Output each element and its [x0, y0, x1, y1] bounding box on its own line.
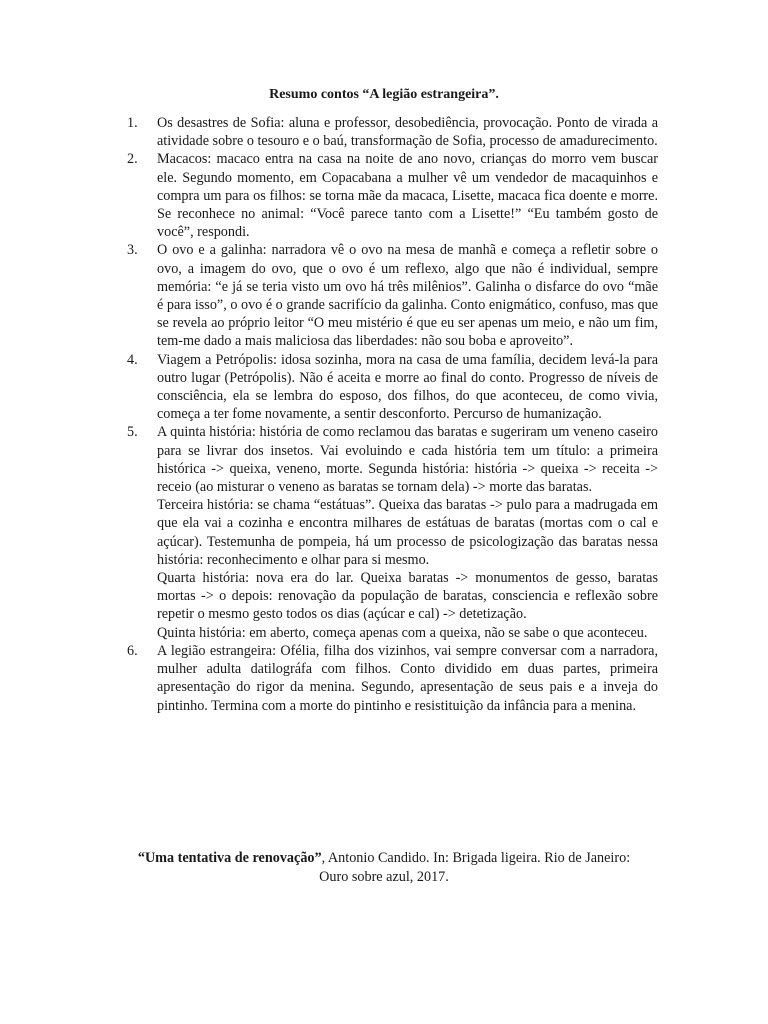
list-item: [127, 150, 658, 241]
item-paragraph: A legião estrangeira: Ofélia, filha dos vizinhos, vai sempre conversar com a narradora, mulher adulta datilográfa com filhos. Conto dividido em duas partes, primeira apresentação do rigor da menina. Segundo, apresentação de seus pais e a inveja do pintinho. Termina com a morte do pintinho e resistituição da infância para a menina.: [157, 642, 658, 714]
item-number: 4.: [127, 351, 138, 368]
citation-details: , Antonio Candido. In: Brigada ligeira. Rio de Janeiro:: [321, 850, 631, 866]
list-item: [127, 423, 658, 641]
item-number: 1.: [127, 115, 138, 131]
list-item: [127, 241, 658, 350]
summary-list: [127, 114, 658, 715]
item-number: 6.: [127, 642, 138, 659]
list-item: [127, 114, 658, 150]
citation-publisher: Ouro sobre azul, 2017.: [319, 868, 449, 885]
item-paragraph: Quarta história: nova era do lar. Queixa baratas -> monumentos de gesso, baratas mortas -> o depois: renovação da população de baratas, consciencia e reflexão sobre repetir o mesmo gesto todos os dias (açúcar e cal) -> detetização.: [157, 570, 658, 623]
document-title: Resumo contos “A legião estrangeira”.: [269, 87, 499, 102]
item-paragraph: A quinta história: história de como reclamou das baratas e sugeriram um veneno caseiro para se livrar dos insetos. Vai evoluindo e cada história tem um título: a primeira histórica -> queixa, veneno, morte. Segunda história: história -> queixa -> receita -> receio (ao misturar o veneno as baratas se tornam dela) -> morte das baratas.: [157, 424, 658, 496]
item-paragraph: Os desastres de Sofia: aluna e professor, desobediência, provocação. Ponto de virada a atividade sobre o tesouro e o baú, transformação de Sofia, processo de amadurecimento.: [157, 115, 658, 150]
list-item: [127, 642, 658, 715]
item-paragraph: Macacos: macaco entra na casa na noite de ano novo, crianças do morro vem buscar ele. Segundo momento, em Copacabana a mulher vê um vendedor de macaquinhos e compra um para os filhos: se torna mãe da macaca, Lisette, macaca fica doente e morre. Se reconhece no animal: “Você parece tanto com a Lisette!” “Eu também gosto de você”, respondi.: [157, 151, 658, 241]
item-paragraph: Quinta história: em aberto, começa apenas com a queixa, não se sabe o que aconteceu.: [157, 624, 648, 641]
item-number: 5.: [127, 424, 138, 441]
item-paragraph: Viagem a Petrópolis: idosa sozinha, mora na casa de uma família, decidem levá-la para outro lugar (Petrópolis). Não é aceita e morre ao final do conto. Progresso de níveis de consciência, ela se lembra do esposo, dos filhos, do que aconteceu, de como vivia, começa a ter fome novamente, a sentir desconforto. Percurso de humanização.: [157, 351, 658, 423]
item-number: 2.: [127, 151, 138, 168]
item-paragraph: Terceira história: se chama “estátuas”. Queixa das baratas -> pulo para a madrugada em que ela vai a cozinha e encontra milhares de estátuas de baratas (mortas com o cal e açúcar). Testemunha de pompeia, há um processo de psicologização das baratas nessa história: reconhecimento e olhar para si mesmo.: [157, 497, 658, 568]
citation: [110, 849, 658, 886]
item-number: 3.: [127, 242, 138, 259]
citation-title: “Uma tentativa de renovação”: [137, 850, 322, 866]
item-paragraph: O ovo e a galinha: narradora vê o ovo na mesa de manhã e começa a refletir sobre o ovo, a imagem do ovo, que o ovo é um reflexo, algo que não é individual, sempre memória: “e já se teria visto um ovo há três milênios”. Galinha o disfarce do ovo “mãe é para isso”, o ovo é o grande sacrifício da galinha. Conto enigmático, confuso, mas que se revela ao próprio leitor “O meu mistério é que eu ser apenas um meio, e não um fim, tem-me dado a mais maliciosa das liberdades: não sou boba e aproveito”.: [157, 242, 658, 350]
list-item: [127, 351, 658, 424]
